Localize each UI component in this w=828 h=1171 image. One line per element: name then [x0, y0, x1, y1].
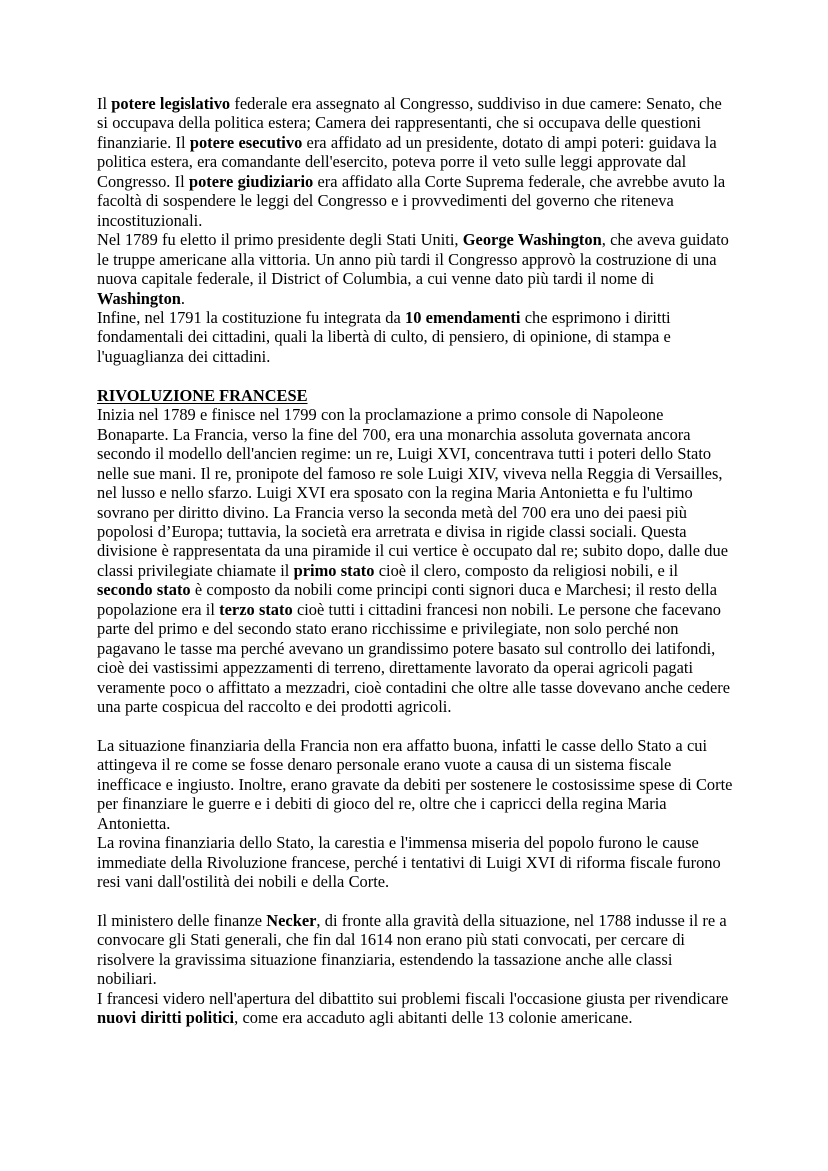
bold-term: Necker [266, 910, 317, 930]
paragraph-spacer [97, 892, 735, 911]
paragraph-spacer [97, 366, 735, 385]
body-text: era affidato ad un presidente, dotato di ampi poteri: guidava la politica estera, era comandante dell'esercito, poteva porre il veto sulle leggi approvate dal Congresso. Il [97, 132, 717, 191]
bold-term: George Washington [462, 230, 602, 250]
bold-term: primo stato [293, 560, 375, 580]
paragraph [97, 989, 735, 1028]
section-heading: RIVOLUZIONE FRANCESE [97, 385, 308, 405]
bold-term: potere legislativo [111, 94, 231, 113]
body-text: era affidato alla Corte Suprema federale, che avrebbe avuto la facoltà di sospendere le leggi del Congresso e i provvedimenti del governo che riteneva incostituzionali. [97, 171, 726, 230]
body-text: federale era assegnato al Congresso, suddiviso in due camere: Senato, che si occupava della politica estera; Camera dei rappresentanti, che si occupava delle questioni finanziarie. Il [97, 94, 722, 152]
bold-term: potere esecutivo [189, 132, 303, 152]
body-text: , di fronte alla gravità della situazione, nel 1788 indusse il re a convocare gli Stati generali, che fin dal 1614 non erano più stati convocati, per cercare di risolvere la gravissima situazione finanziaria, estendendo la tassazione anche alle classi nobiliari. [97, 910, 727, 989]
body-text: cioè tutti i cittadini francesi non nobili. Le persone che facevano parte del primo e del secondo stato erano ricchissime e privilegiate, non solo perché non pagavano le tasse ma perché avevano un grandissimo potere basato sul controllo dei latifondi, cioè dei vastissimi appezzamenti di terreno, direttamente lavorato da operai agricoli pagati veramente poco o affittato a mezzadri, cioè contadini che oltre alle tasse dovevano anche cedere una parte cospicua del raccolto e dei prodotti agricoli. [97, 599, 731, 717]
body-text: è composto da nobili come principi conti signori duca e Marchesi; il resto della popolazione era il [97, 580, 717, 619]
body-text: Infine, nel 1791 la costituzione fu integrata da [97, 307, 405, 327]
body-text: , che aveva guidato le truppe americane alla vittoria. Un anno più tardi il Congresso approvò la costruzione di una nuova capitale federale, il District of Columbia, a cui venne dato più tardi il nome di [97, 230, 729, 289]
body-text: Inizia nel 1789 e finisce nel 1799 con la proclamazione a primo console di Napoleone Bonaparte. La Francia, verso la fine del 700, era una monarchia assoluta governata ancora secondo il modello dell'ancien regime: un re, Luigi XVI, concentrava tutti i poteri dello Stato nelle sue mani. Il re, pronipote del famoso re sole Luigi XIV, viveva nella Reggia di Versailles, nel lusso e nello sfarzo. Luigi XVI era sposato con la regina Maria Antonietta e fu l'ultimo sovrano per diritto divino. La Francia verso la seconda metà del 700 era uno dei paesi più popolosi d’Europa; tuttavia, la società era arretrata e divisa in rigide classi sociali. Questa divisione è rappresentata da una piramide il cui vertice è occupato dal re; subito dopo, dalle due classi privilegiate chiamate il [97, 405, 729, 580]
body-text: Il ministero delle finanze [97, 910, 267, 930]
paragraph [97, 308, 735, 366]
body-text: La rovina finanziaria dello Stato, la carestia e l'immensa miseria del popolo furono le cause immediate della Rivoluzione francese, perché i tentativi di Luigi XVI di riforma fiscale furono resi vani dall'ostilità dei nobili e della Corte. [97, 833, 721, 892]
paragraph [97, 911, 735, 989]
body-text: cioè il clero, composto da religiosi nobili, e il [374, 560, 679, 580]
body-text: Il [97, 94, 112, 113]
bold-term: 10 emendamenti [405, 307, 521, 327]
paragraph [97, 230, 735, 308]
paragraph [97, 833, 735, 891]
bold-term: nuovi diritti politici [97, 1008, 235, 1028]
paragraph [97, 94, 735, 230]
paragraph-spacer [97, 716, 735, 735]
paragraph [97, 405, 735, 716]
body-text: . [180, 288, 186, 308]
body-text: I francesi videro nell'apertura del dibattito sui problemi fiscali l'occasione giusta per rivendicare [97, 988, 729, 1008]
bold-term: potere giudiziario [188, 171, 314, 191]
bold-term: terzo stato [219, 599, 293, 619]
document-text-body [97, 94, 735, 1028]
body-text: Nel 1789 fu eletto il primo presidente degli Stati Uniti, [97, 230, 463, 250]
bold-term: secondo stato [97, 580, 191, 600]
paragraph [97, 736, 735, 833]
bold-term: Washington [97, 288, 181, 308]
body-text: che esprimono i diritti fondamentali dei cittadini, quali la libertà di culto, di pensiero, di opinione, di stampa e l'uguaglianza dei cittadini. [97, 307, 671, 366]
body-text: , come era accaduto agli abitanti delle 13 colonie americane. [234, 1008, 633, 1028]
body-text: La situazione finanziaria della Francia non era affatto buona, infatti le casse dello Stato a cui attingeva il re come se fosse denaro personale erano vuote a causa di un sistema fiscale inefficace e ingiusto. Inoltre, erano gravate da debiti per sostenere le costosissime spese di Corte per finanziare le guerre e i debiti di gioco del re, oltre che i capricci della regina Maria Antonietta. [97, 735, 733, 833]
